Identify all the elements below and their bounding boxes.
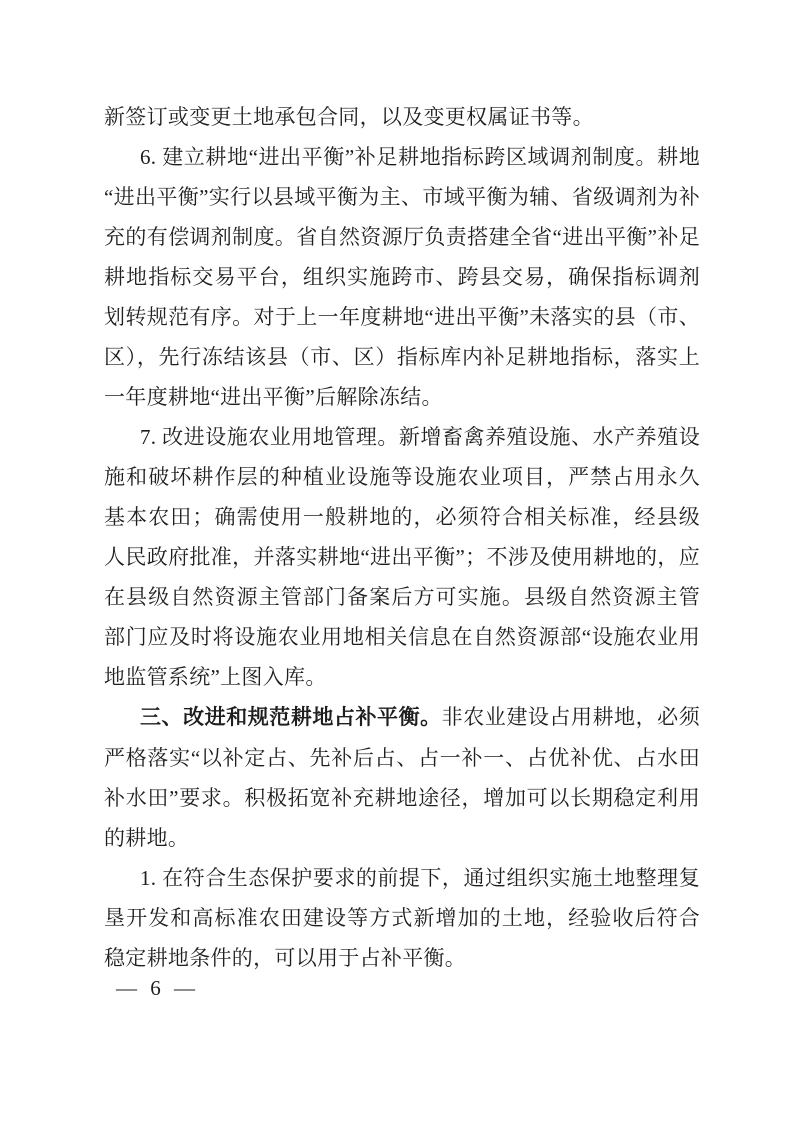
paragraph-continuation: 新签订或变更土地承包合同，以及变更权属证书等。 — [104, 105, 594, 129]
paragraph-item-6: 6. 建立耕地“进出平衡”补足耕地指标跨区域调剂制度。耕地“进出平衡”实行以县域平衡为主、市域平衡为辅、省级调剂为补充的有偿调剂制度。省自然资源厅负责搭建全省“进出平衡”补足耕地指标交易平台，组织实施跨市、跨县交易，确保指标调剂划转规范有序。对于上一年度耕地“进出平衡”未落实的县（市、区），先行冻结该县（市、区）指标库内补足耕地指标，落实上一年度耕地“进出平衡”后解除冻结。 — [104, 145, 700, 409]
document-body — [104, 97, 700, 978]
section-three-heading: 三、改进和规范耕地占补平衡。 — [140, 706, 442, 729]
paragraph-item-1: 1. 在符合生态保护要求的前提下，通过组织实施土地整理复垦开发和高标准农田建设等方式新增加的土地，经验收后符合稳定耕地条件的，可以用于占补平衡。 — [104, 866, 700, 970]
page-number: — 6 — — [116, 976, 199, 1000]
paragraph-item-7: 7. 改进设施农业用地管理。新增畜禽养殖设施、水产养殖设施和破坏耕作层的种植业设施等设施农业项目，严禁占用永久基本农田；确需使用一般耕地的，必须符合相关标准，经县级人民政府批准，并落实耕地“进出平衡”；不涉及使用耕地的，应在县级自然资源主管部门备案后方可实施。县级自然资源主管部门应及时将设施农业用地相关信息在自然资源部“设施农业用地监管系统”上图入库。 — [104, 425, 700, 689]
paragraph-section-three — [104, 697, 700, 858]
section-three-body: 非农业建设占用耕地，必须严格落实“以补定占、先补后占、占一补一、占优补优、占水田补水田”要求。积极拓宽补充耕地途径，增加可以长期稳定利用的耕地。 — [104, 705, 700, 850]
